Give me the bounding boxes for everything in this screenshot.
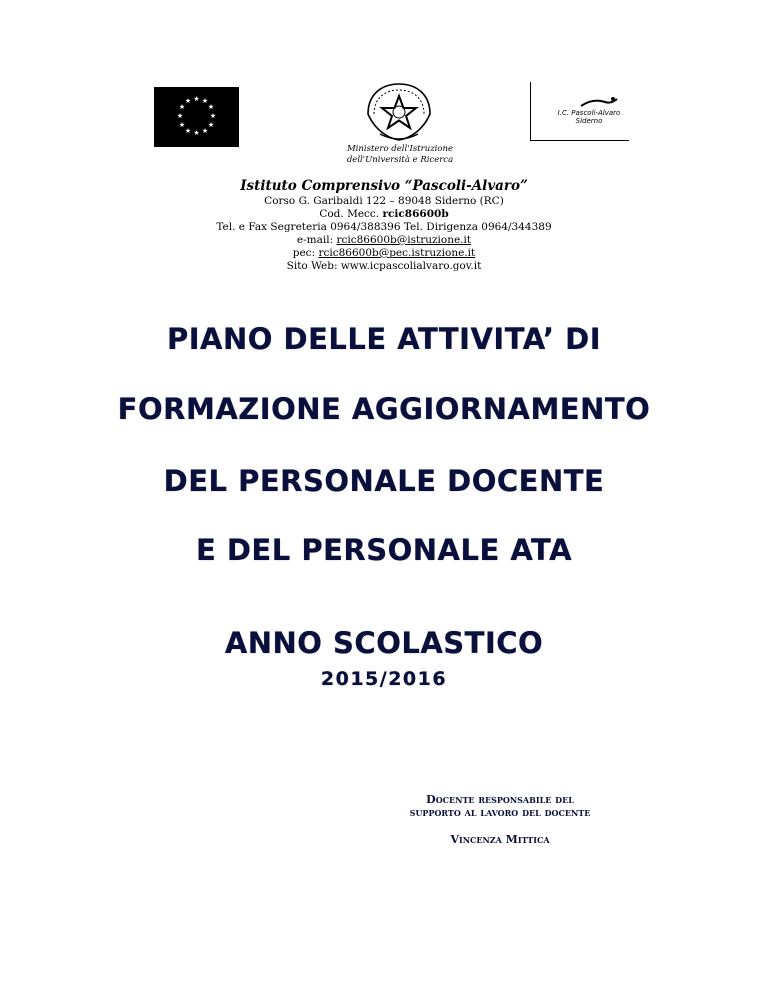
ministry-line-1: Ministero dell'Istruzione bbox=[346, 144, 454, 154]
school-year-value: 2015/2016 bbox=[320, 668, 448, 690]
svg-text:★: ★ bbox=[207, 103, 215, 111]
school-year-label: ANNO SCOLASTICO bbox=[224, 626, 544, 660]
pec-label: pec: bbox=[292, 247, 316, 259]
svg-text:★: ★ bbox=[201, 97, 209, 105]
svg-text:★: ★ bbox=[176, 112, 184, 120]
svg-text:★: ★ bbox=[193, 95, 200, 103]
svg-text:★: ★ bbox=[184, 97, 192, 105]
responsible-name: Vincenza Mittica bbox=[450, 833, 550, 846]
responsible-role-line-2: supporto al lavoro del docente bbox=[409, 806, 591, 819]
school-code-label: Cod. Mecc. bbox=[319, 208, 380, 220]
svg-text:★: ★ bbox=[178, 121, 186, 129]
svg-text:★: ★ bbox=[178, 103, 186, 111]
title-line-3: DEL PERSONALE DOCENTE bbox=[163, 464, 605, 498]
responsible-role bbox=[380, 793, 620, 819]
svg-text:★: ★ bbox=[209, 112, 217, 120]
svg-text:★: ★ bbox=[201, 127, 209, 135]
school-logo-text bbox=[551, 109, 627, 125]
school-email bbox=[200, 234, 568, 247]
school-logo-icon bbox=[579, 96, 619, 108]
school-code-value: rcic86600b bbox=[382, 208, 449, 220]
svg-text:★: ★ bbox=[207, 121, 215, 129]
school-code bbox=[200, 208, 568, 221]
school-logo-line-2: Siderno bbox=[575, 117, 603, 125]
eu-flag-icon bbox=[154, 87, 239, 147]
ministry-label bbox=[330, 144, 470, 166]
title-line-2: FORMAZIONE AGGIORNAMENTO bbox=[117, 392, 651, 426]
school-phone: Tel. e Fax Segreteria 0964/388396 Tel. Dirigenza 0964/344389 bbox=[216, 221, 552, 233]
ministry-line-2: dell'Università e Ricerca bbox=[346, 155, 454, 165]
title-line-4: E DEL PERSONALE ATA bbox=[195, 533, 573, 567]
email-link[interactable]: rcic86600b@istruzione.it bbox=[336, 234, 472, 246]
title-line-1: PIANO DELLE ATTIVITA’ DI bbox=[167, 322, 601, 356]
school-name: Istituto Comprensivo “Pascoli-Alvaro” bbox=[240, 178, 528, 194]
svg-text:★: ★ bbox=[184, 127, 192, 135]
school-logo bbox=[530, 82, 629, 141]
school-pec bbox=[200, 247, 568, 260]
italian-republic-emblem-icon bbox=[360, 80, 438, 144]
school-logo-line-1: I.C. Pascoli-Alvaro bbox=[557, 109, 621, 117]
school-website: Sito Web: www.icpascolialvaro.gov.it bbox=[286, 260, 482, 272]
pec-link[interactable]: rcic86600b@pec.istruzione.it bbox=[318, 247, 476, 259]
email-label: e-mail: bbox=[296, 234, 334, 246]
responsible-role-line-1: Docente responsabile del bbox=[426, 793, 574, 806]
svg-text:★: ★ bbox=[193, 129, 200, 137]
school-header bbox=[200, 178, 568, 273]
school-address: Corso G. Garibaldi 122 – 89048 Siderno (RC) bbox=[264, 195, 504, 207]
